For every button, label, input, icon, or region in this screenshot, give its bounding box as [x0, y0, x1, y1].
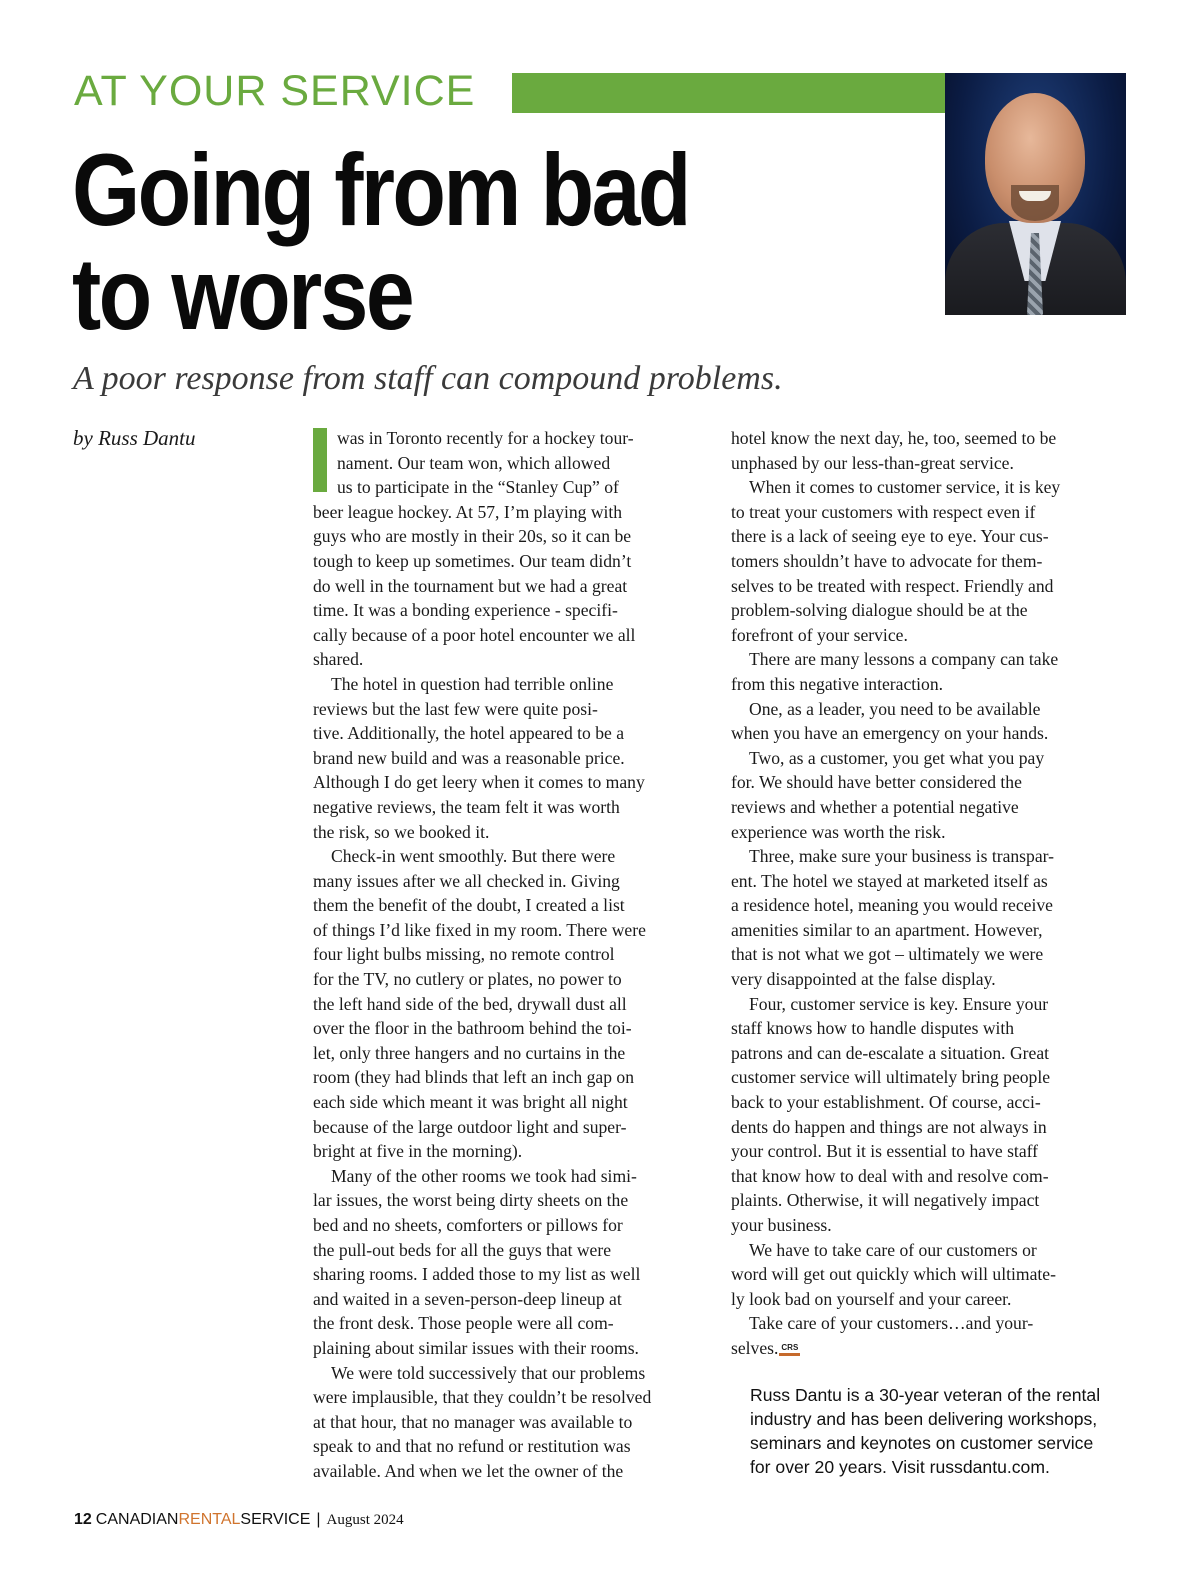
body-text-line: forefront of your service. — [731, 624, 908, 645]
section-accent-bar — [512, 73, 946, 113]
body-text-line: customer service will ultimately bring people — [731, 1067, 1051, 1088]
body-text-line: plaining about similar issues with their rooms. — [313, 1337, 639, 1358]
body-text-line — [731, 1336, 1131, 1361]
section-label: AT YOUR SERVICE — [74, 67, 476, 115]
body-text-line: staff knows how to handle disputes with — [731, 1018, 1015, 1039]
body-text-line: Four, customer service is key. Ensure your — [749, 993, 1049, 1014]
body-text-line: the left hand side of the bed, drywall dust all — [313, 993, 627, 1014]
body-text-line: very disappointed at the false display. — [731, 969, 996, 990]
end-line-text: selves. — [731, 1337, 779, 1358]
bio-text-line: Russ Dantu is a 30-year veteran of the rental — [750, 1385, 1101, 1405]
body-text-line: The hotel in question had terrible online — [331, 673, 614, 694]
body-text-line: sharing rooms. I added those to my list as well — [313, 1264, 641, 1285]
body-text-line: do well in the tournament but we had a great — [313, 575, 628, 596]
body-text-line: tive. Additionally, the hotel appeared to be a — [313, 723, 625, 744]
body-text-line: over the floor in the bathroom behind the toi- — [313, 1018, 632, 1039]
body-text-line: that is not what we got – ultimately we were — [731, 944, 1044, 965]
body-text-line: nament. Our team won, which allowed — [337, 452, 611, 473]
body-text-line: a residence hotel, meaning you would receive — [731, 895, 1053, 916]
body-text-line: four light bulbs missing, no remote control — [313, 944, 615, 965]
body-text-line: When it comes to customer service, it is key — [749, 477, 1061, 498]
body-text-line: reviews but the last few were quite posi- — [313, 698, 598, 719]
body-text-line: negative reviews, the team felt it was worth — [313, 796, 620, 817]
body-text-line: ly look bad on yourself and your career. — [731, 1288, 1012, 1309]
body-text-line: One, as a leader, you need to be available — [749, 698, 1041, 719]
article-column-1 — [313, 426, 713, 1484]
body-text-line: Three, make sure your business is transpar- — [749, 846, 1055, 867]
body-text-line: for. We should have better considered the — [731, 772, 1022, 793]
publication-name-part: RENTAL — [178, 1511, 241, 1528]
body-text-line: many issues after we all checked in. Giving — [313, 870, 620, 891]
body-text-line: for the TV, no cutlery or plates, no power to — [313, 969, 622, 990]
body-text-line: time. It was a bonding experience - specifi- — [313, 600, 618, 621]
body-text-line: speak to and that no refund or restitution was — [313, 1436, 631, 1457]
crs-logo-icon: CRS — [779, 1343, 800, 1356]
body-text-line: bright at five in the morning). — [313, 1141, 523, 1162]
byline: by Russ Dantu — [73, 426, 196, 450]
body-text-line: ent. The hotel we stayed at marketed itself as — [731, 870, 1048, 891]
body-text-line: and waited in a seven-person-deep lineup at — [313, 1288, 622, 1309]
body-text-line: cally because of a poor hotel encounter we all — [313, 624, 636, 645]
body-text-line: room (they had blinds that left an inch gap on — [313, 1067, 635, 1088]
body-text-line: patrons and can de-escalate a situation. Great — [731, 1042, 1050, 1063]
publication-name-part: SERVICE — [240, 1511, 311, 1528]
body-text-line: because of the large outdoor light and super- — [313, 1116, 627, 1137]
body-text-line: your business. — [731, 1215, 832, 1235]
body-text-line: was in Toronto recently for a hockey tour- — [337, 428, 634, 448]
footer-separator: | — [316, 1511, 321, 1528]
body-text-line: bed and no sheets, comforters or pillows for — [313, 1215, 623, 1235]
body-text-line: selves to be treated with respect. Friendly and — [731, 575, 1054, 596]
body-text-line: Two, as a customer, you get what you pay — [749, 747, 1045, 768]
body-text-line: the risk, so we booked it. — [313, 821, 490, 842]
article-headline — [72, 133, 708, 351]
body-text-line: there is a lack of seeing eye to eye. Your cus- — [731, 526, 1049, 547]
author-photo — [945, 73, 1126, 315]
body-text-line: reviews and whether a potential negative — [731, 796, 1019, 817]
body-text-line: when you have an emergency on your hands. — [731, 723, 1049, 744]
body-text-line: your control. But it is essential to have staff — [731, 1141, 1039, 1162]
body-text-line: to treat your customers with respect even if — [731, 501, 1036, 522]
body-text-line: lar issues, the worst being dirty sheets on the — [313, 1190, 629, 1211]
body-text-line: the front desk. Those people were all com- — [313, 1313, 614, 1334]
issue-date: August 2024 — [326, 1512, 404, 1528]
body-text-line: We were told successively that our problems — [331, 1362, 646, 1383]
body-text-line: of things I’d like fixed in my room. There were — [313, 919, 646, 940]
body-text-line: brand new build and was a reasonable price. — [313, 747, 625, 768]
publication-name-part: CANADIAN — [95, 1511, 179, 1528]
body-text-line: word will get out quickly which will ultimate- — [731, 1264, 1056, 1285]
body-text-line: beer league hockey. At 57, I’m playing with — [313, 501, 623, 522]
body-text-line: plaints. Otherwise, it will negatively impact — [731, 1190, 1040, 1211]
body-text-line: us to participate in the “Stanley Cup” of — [337, 477, 619, 498]
article-dek: A poor response from staff can compound problems. — [73, 360, 783, 397]
body-text-line: experience was worth the risk. — [731, 821, 946, 842]
body-text-line: that know how to deal with and resolve com- — [731, 1165, 1049, 1186]
bio-text-line: industry and has been delivering workshops, — [750, 1409, 1098, 1429]
article-column-2 — [731, 426, 1131, 1361]
body-text-line: Check-in went smoothly. But there were — [331, 846, 616, 867]
body-text-line: back to your establishment. Of course, acci- — [731, 1092, 1041, 1113]
body-text-line: hotel know the next day, he, too, seemed to be — [731, 428, 1057, 448]
body-text-line: We have to take care of our customers or — [749, 1239, 1037, 1260]
headline-line: to worse — [72, 237, 413, 351]
body-text-line: unphased by our less-than-great service. — [731, 452, 1014, 473]
body-text-line: available. And when we let the owner of the — [313, 1460, 624, 1481]
body-text-line: Many of the other rooms we took had simi- — [331, 1165, 637, 1186]
body-text-line: let, only three hangers and no curtains in the — [313, 1042, 626, 1063]
body-text-line: shared. — [313, 649, 364, 670]
body-text-line: Take care of your customers…and your- — [749, 1313, 1034, 1334]
body-text-line: tough to keep up sometimes. Our team didn’t — [313, 550, 632, 571]
body-text-line: guys who are mostly in their 20s, so it can be — [313, 526, 632, 547]
headline-line: Going from bad — [72, 133, 689, 247]
body-text-line: at that hour, that no manager was available to — [313, 1411, 633, 1432]
body-text-line: There are many lessons a company can take — [749, 649, 1059, 670]
body-text-line: each side which meant it was bright all night — [313, 1092, 628, 1113]
body-text-line: problem-solving dialogue should be at the — [731, 600, 1028, 621]
body-text-line: Although I do get leery when it comes to many — [313, 772, 645, 793]
page-footer — [74, 1511, 404, 1529]
body-text-line: the pull-out beds for all the guys that were — [313, 1239, 612, 1260]
photo-smile — [1019, 191, 1051, 201]
body-text-line: dents do happen and things are not always in — [731, 1116, 1047, 1137]
bio-text-line: seminars and keynotes on customer service — [750, 1433, 1094, 1453]
body-text-line: them the benefit of the doubt, I created a list — [313, 895, 625, 916]
body-text-line: from this negative interaction. — [731, 673, 944, 694]
bio-text-line: for over 20 years. Visit russdantu.com. — [750, 1457, 1050, 1477]
body-text-line: were implausible, that they couldn’t be resolved — [313, 1387, 652, 1408]
author-bio — [750, 1383, 1130, 1479]
body-text-line: amenities similar to an apartment. However, — [731, 919, 1043, 940]
page-number: 12 — [74, 1511, 92, 1528]
body-text-line: tomers shouldn’t have to advocate for them- — [731, 550, 1043, 571]
